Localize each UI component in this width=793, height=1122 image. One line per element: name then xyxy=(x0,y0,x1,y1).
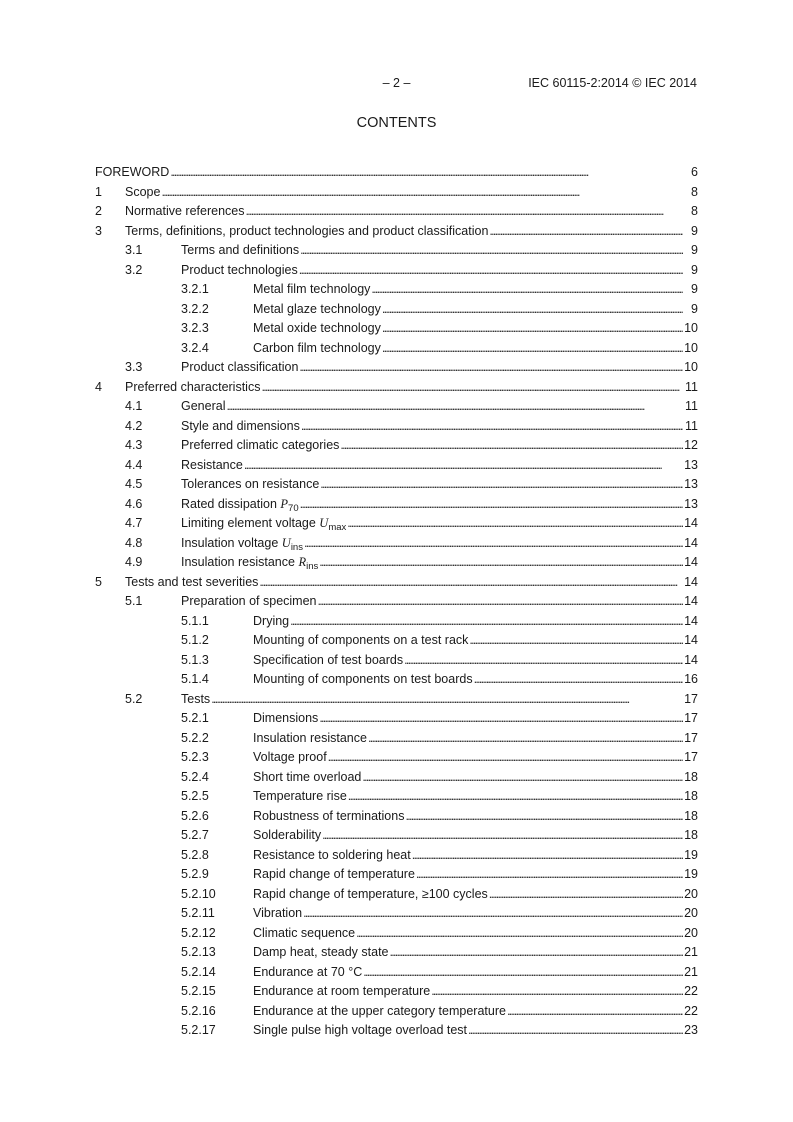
toc-entry-label: Resistance to soldering heat xyxy=(253,847,411,862)
toc-entry-4-6[interactable] xyxy=(95,496,698,516)
dot-leader xyxy=(469,632,683,649)
dot-leader xyxy=(371,281,683,298)
toc-entry-4-8[interactable] xyxy=(95,535,698,555)
toc-entry-5-2-8[interactable] xyxy=(95,847,698,867)
toc-page-number: 10 xyxy=(684,360,698,374)
toc-entry-4-2[interactable] xyxy=(95,418,698,438)
table-of-contents xyxy=(95,164,698,1042)
toc-section-number: 5.2.7 xyxy=(181,828,209,842)
toc-entry-label: Damp heat, steady state xyxy=(253,945,389,959)
toc-page-number: 14 xyxy=(684,652,698,667)
dot-leader xyxy=(474,671,683,688)
toc-entry-5-2-17[interactable] xyxy=(95,1022,698,1042)
toc-entry-3-2-2[interactable] xyxy=(95,301,698,321)
toc-entry-foreword[interactable] xyxy=(95,164,698,184)
dot-leader xyxy=(368,730,683,747)
toc-entry-label: Mounting of components on a test rack xyxy=(253,633,469,647)
toc-entry-label: Vibration xyxy=(253,906,303,920)
toc-section-number: 3 xyxy=(95,223,102,238)
toc-section-number: 5 xyxy=(95,574,102,589)
dot-leader xyxy=(431,983,683,1000)
toc-section-number: 2 xyxy=(95,204,102,218)
toc-entry-5-2-1[interactable] xyxy=(95,710,698,730)
toc-section-number: 5.2.2 xyxy=(181,730,209,745)
toc-entry-label: Temperature rise xyxy=(253,789,347,803)
toc-entry-label: Tests and test severities xyxy=(125,574,259,589)
toc-entry-2[interactable] xyxy=(95,203,698,223)
toc-entry-4-7[interactable] xyxy=(95,515,698,535)
toc-entry-label: Preparation of specimen xyxy=(181,594,317,608)
toc-entry-5-2-16[interactable] xyxy=(95,1003,698,1023)
toc-section-number: 3.3 xyxy=(125,360,143,374)
toc-section-number: 5.2.9 xyxy=(181,867,209,881)
toc-section-number: 5.1 xyxy=(125,594,143,608)
toc-page-number: 14 xyxy=(684,535,698,550)
dot-leader xyxy=(300,496,683,513)
dot-leader xyxy=(405,808,683,825)
toc-entry-5-2-9[interactable] xyxy=(95,866,698,886)
math-subscript: ins xyxy=(290,541,303,553)
toc-entry-1[interactable] xyxy=(95,184,698,204)
toc-section-number: 3.1 xyxy=(125,243,143,257)
toc-entry-label: Single pulse high voltage overload test xyxy=(253,1023,468,1037)
dot-leader xyxy=(319,710,683,727)
toc-page-number: 21 xyxy=(684,964,698,979)
dot-leader xyxy=(489,223,683,240)
toc-page-number: 11 xyxy=(685,418,698,433)
toc-section-number: 3.2.4 xyxy=(181,340,209,355)
toc-entry-label: Metal film technology xyxy=(253,282,371,296)
toc-entry-text: Insulation voltage xyxy=(181,535,279,550)
toc-entry-label: Drying xyxy=(253,613,290,628)
math-symbol: U xyxy=(319,516,329,530)
toc-entry-label: Style and dimensions xyxy=(181,418,300,433)
toc-page-number: 19 xyxy=(684,867,698,881)
page-header xyxy=(0,76,793,92)
toc-entry-label: Solderability xyxy=(253,828,322,842)
toc-entry-label: FOREWORD xyxy=(95,165,170,179)
toc-entry-label: Specification of test boards xyxy=(253,652,404,667)
toc-entry-5-2-14[interactable] xyxy=(95,964,698,984)
toc-entry-label: Resistance xyxy=(181,457,243,472)
dot-leader xyxy=(261,379,683,396)
toc-section-number: 5.2.16 xyxy=(181,1003,216,1018)
toc-page-number: 6 xyxy=(691,165,698,179)
toc-section-number: 4.1 xyxy=(125,399,143,413)
toc-page-number: 18 xyxy=(684,828,698,842)
toc-entry-5-2-13[interactable] xyxy=(95,944,698,964)
toc-page-number: 9 xyxy=(691,262,698,277)
math-subscript: max xyxy=(328,522,347,533)
toc-entry-label: Dimensions xyxy=(253,711,319,725)
toc-page-number: 9 xyxy=(691,301,698,316)
toc-section-number: 5.2.6 xyxy=(181,808,209,823)
toc-page-number: 10 xyxy=(684,340,698,355)
dot-leader xyxy=(246,203,684,220)
dot-leader xyxy=(211,691,683,708)
toc-section-number: 4.3 xyxy=(125,438,143,452)
toc-entry-5-2-7[interactable] xyxy=(95,827,698,847)
dot-leader xyxy=(356,925,683,942)
toc-page-number: 19 xyxy=(684,847,698,862)
document-identifier: IEC 60115-2:2014 © IEC 2014 xyxy=(528,76,697,90)
toc-section-number: 4.2 xyxy=(125,418,143,433)
toc-entry-label: Carbon film technology xyxy=(253,340,381,355)
toc-section-number: 3.2.2 xyxy=(181,301,209,316)
toc-entry-label xyxy=(181,496,300,513)
toc-page-number: 16 xyxy=(684,672,698,686)
toc-entry-label: Terms, definitions, product technologies and product classification xyxy=(125,223,489,238)
dot-leader xyxy=(416,866,683,883)
toc-section-number: 4.5 xyxy=(125,477,143,491)
math-symbol: U xyxy=(281,535,291,550)
toc-section-number: 5.2.14 xyxy=(181,964,216,979)
toc-page-number: 11 xyxy=(685,379,698,394)
toc-entry-5-2-6[interactable] xyxy=(95,808,698,828)
dot-leader xyxy=(328,749,683,766)
toc-entry-3-2[interactable] xyxy=(95,262,698,282)
toc-section-number: 5.2.1 xyxy=(181,711,209,725)
toc-entry-4-4[interactable] xyxy=(95,457,698,477)
dot-leader xyxy=(161,184,683,201)
toc-entry-label: Endurance at the upper category temperature xyxy=(253,1003,506,1018)
toc-entry-label: Metal oxide technology xyxy=(253,321,381,335)
toc-entry-text: Rated dissipation xyxy=(181,496,277,511)
toc-page-number: 8 xyxy=(691,184,698,199)
dot-leader xyxy=(382,301,683,318)
toc-page-number: 14 xyxy=(684,555,698,569)
dot-leader xyxy=(382,340,683,357)
toc-page-number: 14 xyxy=(684,516,698,530)
toc-section-number: 5.2 xyxy=(125,691,143,706)
toc-section-number: 5.2.13 xyxy=(181,945,216,959)
dot-leader xyxy=(318,593,684,610)
toc-page-number: 14 xyxy=(684,633,698,647)
toc-entry-label: Terms and definitions xyxy=(181,243,300,257)
toc-section-number: 4.9 xyxy=(125,555,143,569)
dot-leader xyxy=(226,398,683,415)
toc-page-number: 22 xyxy=(684,1003,698,1018)
dot-leader xyxy=(304,535,683,552)
math-symbol: P xyxy=(280,496,289,511)
toc-entry-5-1-1[interactable] xyxy=(95,613,698,633)
toc-page-number: 14 xyxy=(684,574,698,589)
toc-entry-label xyxy=(181,554,319,571)
dot-leader xyxy=(340,437,683,454)
toc-section-number: 5.2.8 xyxy=(181,847,209,862)
toc-page-number: 14 xyxy=(684,594,698,608)
toc-entry-5-2-15[interactable] xyxy=(95,983,698,1003)
toc-entry-3-1[interactable] xyxy=(95,242,698,262)
dot-leader xyxy=(390,944,684,961)
toc-entry-label: Product classification xyxy=(181,360,299,374)
toc-section-number: 5.1.3 xyxy=(181,652,209,667)
math-symbol: R xyxy=(298,555,307,569)
toc-section-number: 1 xyxy=(95,184,102,199)
toc-page-number: 9 xyxy=(691,243,698,257)
dot-leader xyxy=(382,320,683,337)
dot-leader xyxy=(362,769,683,786)
toc-section-number: 3.2.1 xyxy=(181,282,209,296)
toc-page-number: 13 xyxy=(684,496,698,511)
dot-leader xyxy=(319,554,683,571)
toc-entry-3-2-3[interactable] xyxy=(95,320,698,340)
toc-entry-5-1-2[interactable] xyxy=(95,632,698,652)
toc-section-number: 5.1.1 xyxy=(181,613,209,628)
toc-section-number: 5.1.4 xyxy=(181,672,209,686)
toc-entry-5-2-10[interactable] xyxy=(95,886,698,906)
toc-section-number: 5.2.5 xyxy=(181,789,209,803)
toc-entry-5-2-3[interactable] xyxy=(95,749,698,769)
toc-entry-label: Insulation resistance xyxy=(253,730,367,745)
toc-page-number: 10 xyxy=(684,321,698,335)
toc-entry-label: Mounting of components on test boards xyxy=(253,672,473,686)
toc-entry-4-3[interactable] xyxy=(95,437,698,457)
toc-entry-label: Tests xyxy=(181,691,211,706)
toc-page-number: 20 xyxy=(684,906,698,920)
toc-section-number: 4.8 xyxy=(125,535,143,550)
toc-page-number: 13 xyxy=(684,477,698,491)
toc-entry-5-1[interactable] xyxy=(95,593,698,613)
dot-leader xyxy=(303,905,683,922)
toc-section-number: 5.2.4 xyxy=(181,769,209,784)
toc-entry-4-5[interactable] xyxy=(95,476,698,496)
toc-entry-label: Climatic sequence xyxy=(253,925,356,940)
toc-entry-3-2-4[interactable] xyxy=(95,340,698,360)
dot-leader xyxy=(404,652,683,669)
dot-leader xyxy=(301,418,683,435)
toc-page-number: 18 xyxy=(684,808,698,823)
toc-entry-label: Rapid change of temperature, ≥100 cycles xyxy=(253,886,488,901)
dot-leader xyxy=(489,886,683,903)
page-number: – 2 – xyxy=(382,76,411,90)
toc-page-number: 13 xyxy=(684,457,698,472)
toc-section-number: 4.6 xyxy=(125,496,143,511)
toc-entry-label: Endurance at room temperature xyxy=(253,984,431,998)
toc-entry-label: Rapid change of temperature xyxy=(253,867,415,881)
page-title: CONTENTS xyxy=(356,115,437,131)
dot-leader xyxy=(170,164,683,181)
toc-entry-label: Normative references xyxy=(125,204,245,218)
toc-page-number: 14 xyxy=(684,613,698,628)
toc-entry-5-2-5[interactable] xyxy=(95,788,698,808)
dot-leader xyxy=(363,964,683,981)
toc-page-number: 22 xyxy=(684,984,698,998)
toc-page-number: 9 xyxy=(691,282,698,296)
toc-entry-5-2-4[interactable] xyxy=(95,769,698,789)
toc-page-number: 9 xyxy=(691,223,698,238)
toc-entry-text: Insulation resistance xyxy=(181,555,295,569)
toc-entry-4-1[interactable] xyxy=(95,398,698,418)
toc-entry-label: Preferred characteristics xyxy=(125,379,261,394)
toc-section-number: 5.1.2 xyxy=(181,633,209,647)
toc-page-number: 17 xyxy=(684,691,698,706)
dot-leader xyxy=(412,847,683,864)
math-subscript: ins xyxy=(306,561,319,572)
dot-leader xyxy=(244,457,683,474)
toc-section-number: 5.2.17 xyxy=(181,1023,216,1037)
toc-entry-label xyxy=(181,535,304,552)
toc-section-number: 3.2 xyxy=(125,262,143,277)
toc-section-number: 5.2.12 xyxy=(181,925,216,940)
toc-entry-5-2-2[interactable] xyxy=(95,730,698,750)
toc-entry-label: Product technologies xyxy=(181,262,298,277)
toc-entry-5-1-4[interactable] xyxy=(95,671,698,691)
toc-section-number: 5.2.11 xyxy=(181,906,215,920)
toc-page-number: 20 xyxy=(684,886,698,901)
toc-entry-label: Voltage proof xyxy=(253,750,327,764)
toc-section-number: 4.4 xyxy=(125,457,143,472)
toc-page-number: 18 xyxy=(684,769,698,784)
toc-page-number: 11 xyxy=(685,399,698,413)
toc-page-number: 20 xyxy=(684,925,698,940)
dot-leader xyxy=(290,613,683,630)
dot-leader xyxy=(300,242,683,259)
toc-entry-4[interactable] xyxy=(95,379,698,399)
toc-section-number: 5.2.10 xyxy=(181,886,216,901)
dot-leader xyxy=(320,476,683,493)
toc-section-number: 4 xyxy=(95,379,102,394)
toc-entry-5-2[interactable] xyxy=(95,691,698,711)
toc-page-number: 17 xyxy=(684,750,698,764)
toc-entry-label: Tolerances on resistance xyxy=(181,477,320,491)
math-subscript: 70 xyxy=(288,502,299,514)
toc-page-number: 17 xyxy=(684,730,698,745)
toc-entry-label: General xyxy=(181,399,226,413)
toc-entry-label: Preferred climatic categories xyxy=(181,438,340,452)
toc-page-number: 17 xyxy=(684,711,698,725)
toc-entry-label: Endurance at 70 °C xyxy=(253,964,363,979)
toc-page-number: 23 xyxy=(684,1023,698,1037)
toc-section-number: 4.7 xyxy=(125,516,143,530)
toc-page-number: 12 xyxy=(684,438,698,452)
toc-entry-5-2-11[interactable] xyxy=(95,905,698,925)
toc-entry-4-9[interactable] xyxy=(95,554,698,574)
toc-entry-label: Metal glaze technology xyxy=(253,301,381,316)
dot-leader xyxy=(299,262,683,279)
toc-section-number: 3.2.3 xyxy=(181,321,209,335)
toc-page-number: 18 xyxy=(684,789,698,803)
toc-entry-5-2-12[interactable] xyxy=(95,925,698,945)
dot-leader xyxy=(347,515,683,532)
dot-leader xyxy=(299,359,683,376)
toc-page-number: 8 xyxy=(691,204,698,218)
toc-entry-label xyxy=(181,515,347,532)
toc-section-number: 5.2.15 xyxy=(181,984,216,998)
toc-page-number: 21 xyxy=(684,945,698,959)
dot-leader xyxy=(259,574,683,591)
dot-leader xyxy=(322,827,683,844)
toc-entry-label: Scope xyxy=(125,184,161,199)
dot-leader xyxy=(468,1022,683,1039)
dot-leader xyxy=(348,788,683,805)
toc-entry-label: Short time overload xyxy=(253,769,362,784)
toc-entry-3-2-1[interactable] xyxy=(95,281,698,301)
toc-entry-3-3[interactable] xyxy=(95,359,698,379)
toc-entry-5-1-3[interactable] xyxy=(95,652,698,672)
toc-entry-5[interactable] xyxy=(95,574,698,594)
toc-entry-text: Limiting element voltage xyxy=(181,516,316,530)
dot-leader xyxy=(507,1003,683,1020)
toc-section-number: 5.2.3 xyxy=(181,750,209,764)
toc-entry-label: Robustness of terminations xyxy=(253,808,405,823)
toc-entry-3[interactable] xyxy=(95,223,698,243)
